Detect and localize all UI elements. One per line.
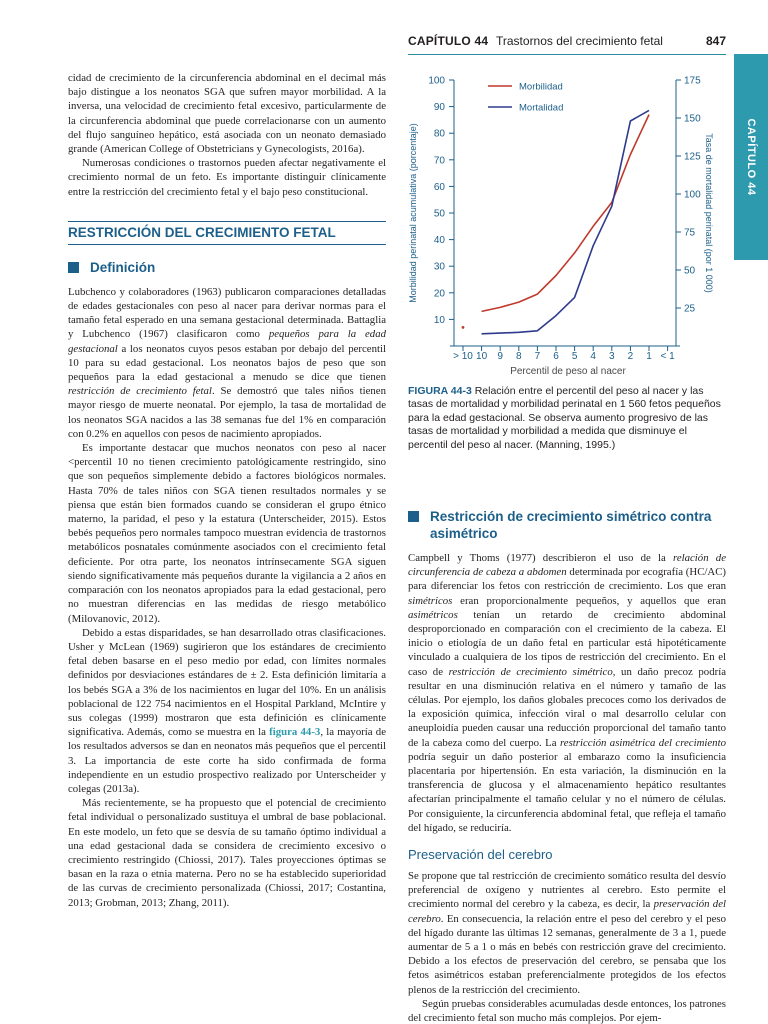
definition-paragraph-2: Es importante destacar que muchos neonatos con peso al nacer <percentil 10 no tienen crecimiento patológicamente restringido, sino que son pequeños simplemente debido a factores biológicos normales. Hasta 70% de tales niños con SGA tienen resultados normales y se piensa que están bien formados cuando se consideran el grupo étnico materno, la paridad, el peso y la estatura (Unterscheider, 2015). Estos bebés pequeños pero normales tampoco muestran evidencia de trastornos metabólicos posnatales comúnmente asociados con el crecimiento fetal deficiente. Por otra parte, los neonatos intrínsecamente SGA siguen siendo significativamente más pequeños durante la vigilancia a 2 años en comparación con los neonatos apropiados para la edad gestacional, pero no muestran diferencias en las medidas de riesgo metabólico (Milovanovic, 2012). <box>68 442 386 625</box>
right-tick-label: 125 <box>684 151 701 163</box>
figure-caption-text: Relación entre el percentil del peso al nacer y las tasas de mortalidad y morbilidad perinatal en 1 560 fetos pequeños para la edad gestacional. Se observa aumento progresivo de las tasas de mortalidad y morbilidad a medida que disminuye el percentil del peso al nacer. (Manning, 1995.) <box>408 385 721 451</box>
symmetric-paragraph <box>408 551 726 835</box>
chart-svg <box>404 62 734 392</box>
text-run: Campbell y Thoms (1977) describieron el uso de la <box>408 552 674 564</box>
subheading-definicion <box>68 259 386 276</box>
italic-term: pequeños para la edad gestacional <box>68 328 386 355</box>
right-tick-label: 100 <box>684 189 701 201</box>
header-rule <box>408 54 726 55</box>
left-axis-title: Morbilidad perinatal acumulativa (porcentaje) <box>408 123 418 303</box>
x-tick-label: 1 <box>646 351 652 362</box>
right-tick-label: 75 <box>684 227 696 239</box>
x-tick-label: 3 <box>609 351 615 362</box>
definition-paragraph-3 <box>68 626 386 796</box>
figure-44-3 <box>404 62 734 392</box>
italic-term: simétricos <box>408 594 453 607</box>
section-heading: RESTRICCIÓN DEL CRECIMIENTO FETAL <box>68 221 386 245</box>
left-tick-label: 40 <box>433 235 445 247</box>
figure-label: FIGURA 44-3 <box>408 385 472 397</box>
x-axis-title: Percentil de peso al nacer <box>510 366 626 377</box>
definition-paragraph-4: Más recientemente, se ha propuesto que el potencial de crecimiento fetal individual o personalizado sustituya el umbral de base poblacional. En este modelo, un feto que se desvía de su tamaño óptimo individual a una edad gestacional dada se considera de crecimiento excesivo o crecimiento restringido (Chiossi, 2017). Tales proyecciones óptimas se basan en la raza o etnia materna. Pero no se ha establecido superioridad de las curvas de crecimiento personalizada (Chiossi, 2017; Costantina, 2013; Grobman, 2013; Zhang, 2011). <box>68 797 386 909</box>
series-line-mortalidad <box>482 110 649 333</box>
text-run: Se propone que tal restricción de crecimiento somático resulta del desvío preferencial de oxígeno y nutrientes al cerebro. Esto permite el crecimiento normal del cerebro y la cabeza, es decir, la <box>408 870 726 911</box>
text-run: determinada por ecografía (HC/AC) para diferenciar los fetos con restricción de crecimiento. Los que eran <box>408 566 726 593</box>
chapter-tab-label: CAPÍTULO 44 <box>745 118 757 196</box>
left-column <box>68 71 386 910</box>
page-number: 847 <box>705 34 726 48</box>
square-bullet-icon <box>408 511 419 522</box>
right-tick-label: 50 <box>684 265 696 277</box>
text-run: , un daño precoz podría resultar en una disminución relativa en el número y tamaño de las células. Por ejemplo, los daños globales precoces como los derivados de la exposición química, infección viral o mal desarrollo celular con aneuploidía pueden causar una reducción proporcional del tamaño tanto de la cabeza como del cuerpo. La <box>408 665 726 749</box>
brain-paragraph-2: Según pruebas considerables acumuladas desde entonces, los patrones del crecimiento fetal son mucho más complejos. Por ejem- <box>408 997 726 1024</box>
x-tick-label: 10 <box>476 351 488 362</box>
square-bullet-icon <box>68 262 79 273</box>
text-run: Lubchenco y colaboradores (1963) publicaron comparaciones detalladas de edades gestacionales con peso al nacer para derivar normas para el tamaño fetal esperado en una semana gestacional determinada. Battaglia y Lubchenco (1967) clasificaron como <box>68 285 386 341</box>
text-run: . Se demostró que tales niños tienen mayor riesgo de muerte neonatal. Por ejemplo, la tasa de mortalidad de los neonatos SGA nacidos a las 38 semanas fue del 1% en comparación con 0.2% en aquellos con pesos de nacimiento apropiados. <box>68 385 386 440</box>
x-tick-label: 9 <box>497 351 503 362</box>
right-axis-title: Tasa de mortalidad perinatal (por 1 000) <box>704 133 714 293</box>
x-tick-label: 7 <box>534 351 541 362</box>
text-run: Debido a estas disparidades, se han desarrollado otras clasificaciones. Usher y McLean (1969) sugirieron que los estándares de crecimiento fetal deben basarse en el peso medio por edad, con límites normales definidos por desviaciones estándares de ± 2. Esta definición limitaría a los bebés SGA a 3% de los nacimientos en lugar del 10%. En un análisis poblacional de 122 754 nacimientos en el Hospital Parkland, McIntire y sus colegas (1999) mostraron que esta definición es clínicamente significativa. Además, como se muestra en la <box>68 626 386 739</box>
x-tick-label: 4 <box>590 351 596 362</box>
text-run: tenían un retardo de crecimiento abdominal desproporcionado en comparación con el crecimiento de la cabeza. El inicio o etiología de un daño fetal en particular está hipotéticamente vinculado a cualquiera de los tipos de restricción del crecimiento. En el caso de <box>408 608 726 678</box>
left-tick-label: 70 <box>433 155 445 167</box>
definition-paragraph-1 <box>68 285 386 441</box>
subheading-text: Definición <box>90 259 156 275</box>
left-tick-label: 10 <box>433 314 445 326</box>
left-tick-label: 80 <box>433 128 445 140</box>
x-tick-label: 5 <box>571 351 578 362</box>
italic-term: preservación del cerebro <box>408 898 726 925</box>
left-tick-label: 20 <box>433 288 445 300</box>
right-tick-label: 175 <box>684 75 701 87</box>
left-tick-label: 100 <box>428 75 445 87</box>
chapter-tab[interactable] <box>734 54 768 260</box>
x-tick-label: > 10 <box>453 351 473 362</box>
text-run: , la mayoría de los resultados adversos se dan en neonatos más pequeños que el percentil 3. La importancia de este corte ha sido confirmada de forma independiente en un estudio prospectivo realizado por Unterscheider y colegas (2013a). <box>68 726 386 795</box>
left-tick-label: 90 <box>433 102 445 114</box>
chapter-title: Trastornos del crecimiento fetal <box>496 34 663 48</box>
right-column <box>408 508 726 1024</box>
intro-paragraph: cidad de crecimiento de la circunferencia abdominal en el decimal más bajo distingue a los neonatos SGA que sufren mayor morbilidad. A la inversa, una velocidad de crecimiento fetal excesivo, particularmente de la circunferencia abdominal que puede correlacionarse con un aumento del flujo sanguíneo hepático, está asociada con un neonato demasiado grande (American College of Obstetricians y Gynecologists, 2016a). <box>68 72 386 156</box>
italic-term: relación de circunferencia de cabeza a abdomen <box>408 552 726 579</box>
right-tick-label: 150 <box>684 113 701 125</box>
x-tick-label: < 1 <box>660 351 675 362</box>
chapter-number: CAPÍTULO 44 <box>408 34 489 48</box>
series-point-morbilidad <box>462 326 465 329</box>
text-run: a los neonatos cuyos pesos estaban por debajo del percentil 10 para su edad gestacional. Los neonatos bajos de peso que son pequeños para la edad gestacional a menudo se dice que tienen <box>68 342 386 384</box>
italic-term: restricción de crecimiento simétrico <box>448 665 613 678</box>
series-line-morbilidad <box>482 115 649 312</box>
second-paragraph: Numerosas condiciones o trastornos pueden afectar negativamente el crecimiento normal de un feto. Es importante distinguir clínicamente entre la restricción del crecimiento fetal y el bajo peso constitucional. <box>68 157 386 198</box>
left-tick-label: 60 <box>433 181 445 193</box>
legend-label-morbilidad: Morbilidad <box>519 81 563 93</box>
figure-reference-link[interactable]: figura 44-3 <box>269 726 321 739</box>
subheading-text: Restricción de crecimiento simétrico contra asimétrico <box>430 509 712 541</box>
italic-term: asimétricos <box>408 608 458 621</box>
legend-label-mortalidad: Mortalidad <box>519 102 564 114</box>
italic-term: restricción de crecimiento fetal <box>68 385 212 398</box>
x-tick-label: 8 <box>516 351 522 362</box>
text-run: eran proporcionalmente pequeños, y aquellos que eran <box>452 594 726 607</box>
italic-term: restricción asimétrica del crecimiento <box>559 736 726 749</box>
left-tick-label: 50 <box>433 208 445 220</box>
figure-caption <box>408 385 726 452</box>
right-tick-label: 25 <box>684 303 696 315</box>
running-header <box>408 34 726 52</box>
left-tick-label: 30 <box>433 261 445 273</box>
subsubheading-cerebro: Preservación del cerebro <box>408 847 553 863</box>
x-tick-label: 2 <box>627 351 634 362</box>
text-run: podría seguir un daño posterior al embarazo como la insuficiencia placentaria por hipertensión. En esta variación, la disminución en la transferencia de glucosa y el almacenamiento hepático resultantes afectarían principalmente el tamaño celular y no el número de células. Por consiguiente, la circunferencia abdominal fetal, que refleja el tamaño del hígado, se reduciría. <box>408 750 726 834</box>
subheading-simetrico <box>408 508 726 542</box>
text-run: . En consecuencia, la relación entre el peso del cerebro y el peso del hígado durante las últimas 12 semanas, generalmente de 3 a 1, puede aumentar de 5 a 1 o más en bebés con restricción grave del crecimiento. Debido a los efectos de preservación del cerebro, se pensaba que los fetos asimétricos estaban preferencialmente protegidos de los efectos plenos de la restricción del crecimiento. <box>408 912 726 996</box>
x-tick-label: 6 <box>553 351 559 362</box>
brain-paragraph-1 <box>408 869 726 997</box>
